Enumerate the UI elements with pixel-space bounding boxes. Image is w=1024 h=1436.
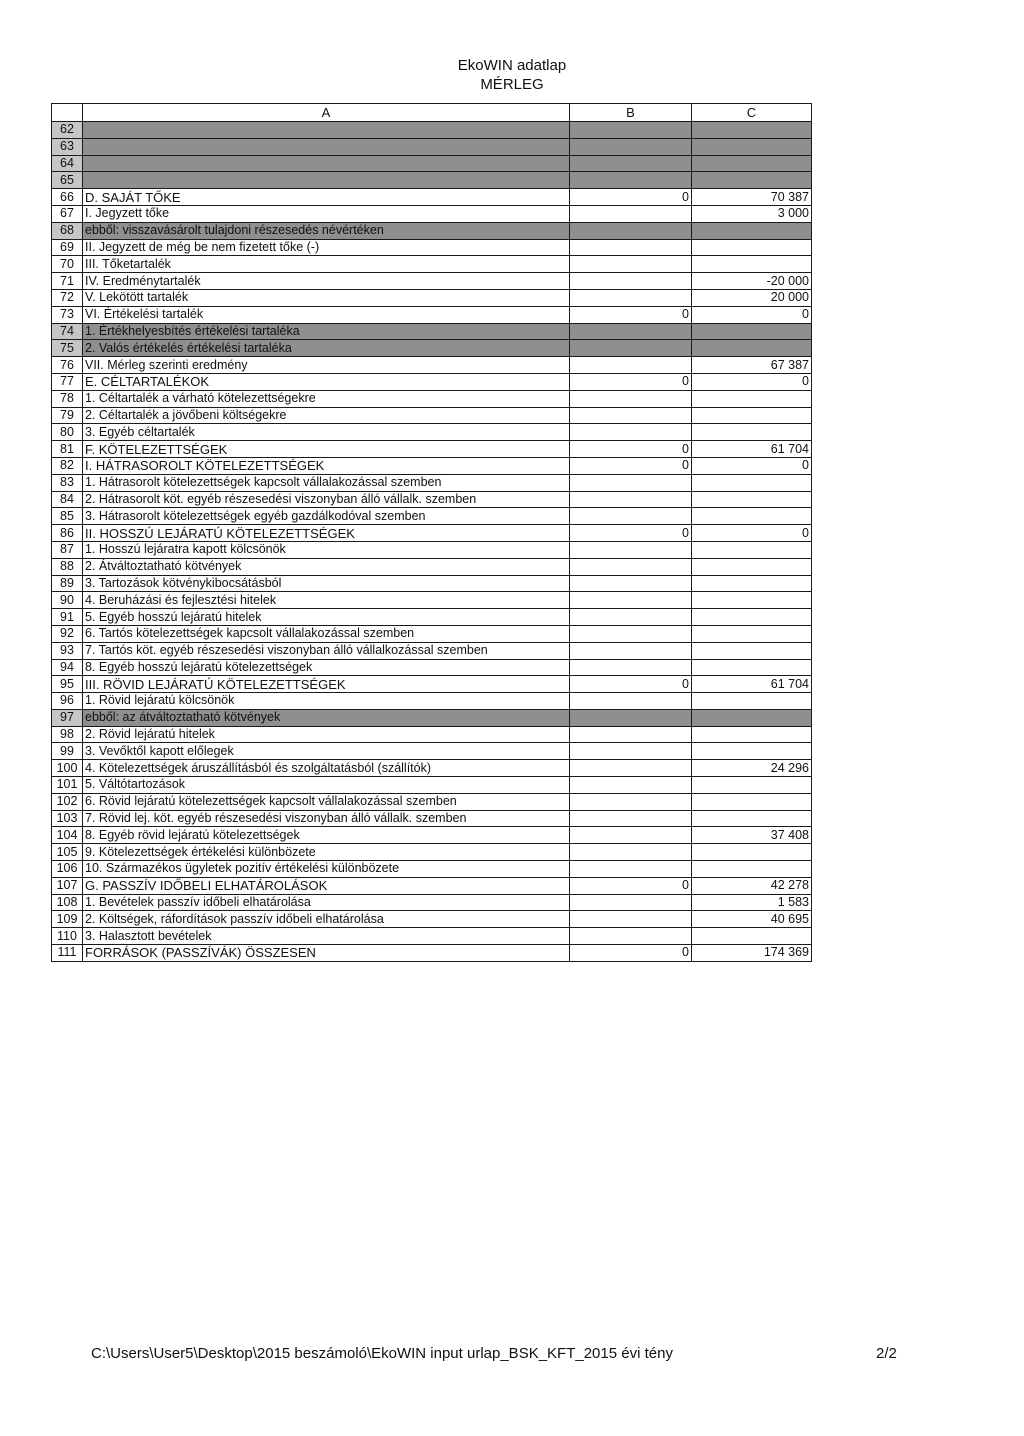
value-c <box>692 592 812 609</box>
table-row <box>52 625 812 642</box>
value-b <box>570 743 692 760</box>
value-b <box>570 323 692 340</box>
balance-sheet-table <box>51 103 812 962</box>
row-label: 8. Egyéb rövid lejáratú kötelezettségek <box>83 827 570 844</box>
row-label: III. Tőketartalék <box>83 256 570 273</box>
row-number: 97 <box>52 709 83 726</box>
row-label: 2. Valós értékelés értékelési tartaléka <box>83 340 570 357</box>
row-number: 81 <box>52 441 83 458</box>
value-b: 0 <box>570 877 692 894</box>
value-b: 0 <box>570 373 692 390</box>
table-row <box>52 877 812 894</box>
table-row <box>52 508 812 525</box>
value-c: 0 <box>692 457 812 474</box>
row-number: 73 <box>52 306 83 323</box>
row-label: I. Jegyzett tőke <box>83 205 570 222</box>
table-row <box>52 289 812 306</box>
value-c <box>692 541 812 558</box>
table-row <box>52 373 812 390</box>
value-c <box>692 155 812 172</box>
row-number: 107 <box>52 877 83 894</box>
value-b <box>570 777 692 794</box>
row-label: 3. Vevőktől kapott előlegek <box>83 743 570 760</box>
value-c: 61 704 <box>692 441 812 458</box>
row-label: V. Lekötött tartalék <box>83 289 570 306</box>
table-row <box>52 155 812 172</box>
row-label: E. CÉLTARTALÉKOK <box>83 373 570 390</box>
value-b <box>570 239 692 256</box>
row-number: 108 <box>52 894 83 911</box>
value-c: 3 000 <box>692 205 812 222</box>
table-row <box>52 743 812 760</box>
value-c: 70 387 <box>692 189 812 206</box>
value-c <box>692 709 812 726</box>
value-b <box>570 861 692 878</box>
row-number: 85 <box>52 508 83 525</box>
row-number: 101 <box>52 777 83 794</box>
value-b <box>570 592 692 609</box>
table-row <box>52 172 812 189</box>
value-b: 0 <box>570 189 692 206</box>
value-c <box>692 810 812 827</box>
row-label: 7. Rövid lej. köt. egyéb részesedési viszonyban álló vállalk. szemben <box>83 810 570 827</box>
table-row <box>52 541 812 558</box>
row-number: 111 <box>52 945 83 962</box>
value-b <box>570 760 692 777</box>
row-number: 68 <box>52 222 83 239</box>
row-number: 103 <box>52 810 83 827</box>
row-number: 66 <box>52 189 83 206</box>
value-b <box>570 844 692 861</box>
table-row <box>52 575 812 592</box>
value-c <box>692 138 812 155</box>
row-number: 62 <box>52 122 83 139</box>
row-number: 64 <box>52 155 83 172</box>
table-row <box>52 558 812 575</box>
row-number: 83 <box>52 474 83 491</box>
row-label: 9. Kötelezettségek értékelési különbözete <box>83 844 570 861</box>
row-label: 1. Hátrasorolt kötelezettségek kapcsolt vállalakozással szemben <box>83 474 570 491</box>
value-c <box>692 222 812 239</box>
value-b <box>570 558 692 575</box>
table-row <box>52 340 812 357</box>
table-row <box>52 357 812 374</box>
value-c <box>692 575 812 592</box>
row-number: 72 <box>52 289 83 306</box>
row-number: 88 <box>52 558 83 575</box>
value-c <box>692 407 812 424</box>
value-c: -20 000 <box>692 273 812 290</box>
value-b: 0 <box>570 945 692 962</box>
value-c: 37 408 <box>692 827 812 844</box>
footer-file-path: C:\Users\User5\Desktop\2015 beszámoló\EkoWIN input urlap_BSK_KFT_2015 évi tény <box>91 1345 673 1362</box>
row-label: VI. Értékelési tartalék <box>83 306 570 323</box>
row-label: 1. Céltartalék a várható kötelezettségekre <box>83 390 570 407</box>
value-b <box>570 122 692 139</box>
row-label <box>83 155 570 172</box>
value-c <box>692 861 812 878</box>
table-row <box>52 390 812 407</box>
row-label: D. SAJÁT TŐKE <box>83 189 570 206</box>
value-c <box>692 793 812 810</box>
value-b <box>570 609 692 626</box>
table-row <box>52 474 812 491</box>
row-label: II. Jegyzett de még be nem fizetett tőke (-) <box>83 239 570 256</box>
row-label: 3. Halasztott bevételek <box>83 928 570 945</box>
row-label: 6. Tartós kötelezettségek kapcsolt vállalakozással szemben <box>83 625 570 642</box>
table-row <box>52 659 812 676</box>
value-c <box>692 340 812 357</box>
row-label: 1. Bevételek passzív időbeli elhatárolása <box>83 894 570 911</box>
row-number: 79 <box>52 407 83 424</box>
value-b <box>570 709 692 726</box>
table-row <box>52 827 812 844</box>
row-number: 84 <box>52 491 83 508</box>
value-b <box>570 172 692 189</box>
row-number: 99 <box>52 743 83 760</box>
value-c <box>692 323 812 340</box>
value-c <box>692 256 812 273</box>
value-c: 20 000 <box>692 289 812 306</box>
row-number: 75 <box>52 340 83 357</box>
value-b <box>570 424 692 441</box>
row-number: 102 <box>52 793 83 810</box>
row-number: 89 <box>52 575 83 592</box>
value-c <box>692 693 812 710</box>
table-row <box>52 323 812 340</box>
value-c <box>692 491 812 508</box>
row-number: 94 <box>52 659 83 676</box>
row-number: 104 <box>52 827 83 844</box>
row-number: 110 <box>52 928 83 945</box>
row-label: 6. Rövid lejáratú kötelezettségek kapcsolt vállalakozással szemben <box>83 793 570 810</box>
row-number: 82 <box>52 457 83 474</box>
value-b <box>570 541 692 558</box>
row-label <box>83 172 570 189</box>
value-b: 0 <box>570 525 692 542</box>
value-c: 67 387 <box>692 357 812 374</box>
value-b <box>570 205 692 222</box>
value-c <box>692 390 812 407</box>
value-b <box>570 289 692 306</box>
value-b <box>570 810 692 827</box>
row-number: 92 <box>52 625 83 642</box>
value-c <box>692 474 812 491</box>
value-c: 0 <box>692 306 812 323</box>
value-c <box>692 726 812 743</box>
table-row <box>52 189 812 206</box>
row-label: 2. Rövid lejáratú hitelek <box>83 726 570 743</box>
table-row <box>52 592 812 609</box>
row-number: 95 <box>52 676 83 693</box>
table-row <box>52 306 812 323</box>
table-row <box>52 122 812 139</box>
row-label: 1. Hosszú lejáratra kapott kölcsönök <box>83 541 570 558</box>
table-row <box>52 676 812 693</box>
row-number: 76 <box>52 357 83 374</box>
value-c <box>692 172 812 189</box>
table-row <box>52 642 812 659</box>
value-c <box>692 777 812 794</box>
row-label: G. PASSZÍV IDŐBELI ELHATÁROLÁSOK <box>83 877 570 894</box>
value-c: 1 583 <box>692 894 812 911</box>
value-c <box>692 928 812 945</box>
row-number: 86 <box>52 525 83 542</box>
value-b: 0 <box>570 676 692 693</box>
value-b <box>570 390 692 407</box>
value-c <box>692 239 812 256</box>
row-number: 87 <box>52 541 83 558</box>
value-c <box>692 625 812 642</box>
value-c: 174 369 <box>692 945 812 962</box>
value-c: 0 <box>692 525 812 542</box>
row-number: 105 <box>52 844 83 861</box>
row-number: 100 <box>52 760 83 777</box>
row-label: ebből: visszavásárolt tulajdoni részesedés névértéken <box>83 222 570 239</box>
value-b <box>570 659 692 676</box>
row-label <box>83 138 570 155</box>
value-c: 24 296 <box>692 760 812 777</box>
value-b <box>570 625 692 642</box>
table-row <box>52 726 812 743</box>
row-label: 3. Hátrasorolt kötelezettségek egyéb gazdálkodóval szemben <box>83 508 570 525</box>
table-row <box>52 844 812 861</box>
value-c <box>692 743 812 760</box>
value-b: 0 <box>570 457 692 474</box>
table-row <box>52 945 812 962</box>
row-number: 69 <box>52 239 83 256</box>
row-number: 63 <box>52 138 83 155</box>
row-label: 1. Rövid lejáratú kölcsönök <box>83 693 570 710</box>
table-row <box>52 239 812 256</box>
row-number: 77 <box>52 373 83 390</box>
table-row <box>52 760 812 777</box>
value-b <box>570 491 692 508</box>
value-c: 40 695 <box>692 911 812 928</box>
row-label: 8. Egyéb hosszú lejáratú kötelezettségek <box>83 659 570 676</box>
table-row <box>52 693 812 710</box>
table-row <box>52 709 812 726</box>
value-b: 0 <box>570 306 692 323</box>
table-row <box>52 810 812 827</box>
value-c <box>692 122 812 139</box>
row-label: 10. Származékos ügyletek pozitív értékelési különbözete <box>83 861 570 878</box>
column-header-b: B <box>570 104 692 122</box>
value-b <box>570 508 692 525</box>
table-row <box>52 222 812 239</box>
value-b <box>570 273 692 290</box>
row-label: III. RÖVID LEJÁRATÚ KÖTELEZETTSÉGEK <box>83 676 570 693</box>
row-number: 74 <box>52 323 83 340</box>
table-row <box>52 256 812 273</box>
table-row <box>52 407 812 424</box>
row-number: 106 <box>52 861 83 878</box>
value-b <box>570 928 692 945</box>
row-label: II. HOSSZÚ LEJÁRATÚ KÖTELEZETTSÉGEK <box>83 525 570 542</box>
value-c <box>692 558 812 575</box>
row-number: 67 <box>52 205 83 222</box>
value-b <box>570 575 692 592</box>
row-number: 91 <box>52 609 83 626</box>
value-c: 0 <box>692 373 812 390</box>
table-row <box>52 911 812 928</box>
value-b <box>570 340 692 357</box>
table-row <box>52 928 812 945</box>
row-label: 2. Költségek, ráfordítások passzív időbeli elhatárolása <box>83 911 570 928</box>
value-b <box>570 642 692 659</box>
value-b <box>570 407 692 424</box>
value-b: 0 <box>570 441 692 458</box>
row-label: ebből: az átváltoztatható kötvények <box>83 709 570 726</box>
value-b <box>570 911 692 928</box>
row-number: 70 <box>52 256 83 273</box>
document-subtitle: MÉRLEG <box>480 76 544 93</box>
row-label: 4. Beruházási és fejlesztési hitelek <box>83 592 570 609</box>
value-b <box>570 222 692 239</box>
value-b <box>570 894 692 911</box>
table-row <box>52 609 812 626</box>
value-b <box>570 726 692 743</box>
table-row <box>52 491 812 508</box>
row-label: IV. Eredménytartalék <box>83 273 570 290</box>
table-row <box>52 441 812 458</box>
table-row <box>52 525 812 542</box>
column-header-c: C <box>692 104 812 122</box>
value-c <box>692 609 812 626</box>
value-b <box>570 827 692 844</box>
row-label: 3. Egyéb céltartalék <box>83 424 570 441</box>
column-header-rownum <box>52 104 83 122</box>
row-label: 2. Hátrasorolt köt. egyéb részesedési viszonyban álló vállalk. szemben <box>83 491 570 508</box>
row-label: VII. Mérleg szerinti eredmény <box>83 357 570 374</box>
row-number: 98 <box>52 726 83 743</box>
value-c <box>692 424 812 441</box>
row-label: 2. Átváltoztatható kötvények <box>83 558 570 575</box>
table-row <box>52 861 812 878</box>
value-b <box>570 474 692 491</box>
column-header-a: A <box>83 104 570 122</box>
row-label: FORRÁSOK (PASSZÍVÁK) ÖSSZESEN <box>83 945 570 962</box>
table-row <box>52 273 812 290</box>
row-label: 1. Értékhelyesbítés értékelési tartaléka <box>83 323 570 340</box>
value-c <box>692 642 812 659</box>
row-label <box>83 122 570 139</box>
row-label: 3. Tartozások kötvénykibocsátásból <box>83 575 570 592</box>
row-label: I. HÁTRASOROLT KÖTELEZETTSÉGEK <box>83 457 570 474</box>
row-label: 2. Céltartalék a jövőbeni költségekre <box>83 407 570 424</box>
value-c: 61 704 <box>692 676 812 693</box>
table-row <box>52 777 812 794</box>
row-label: 5. Váltótartozások <box>83 777 570 794</box>
row-number: 78 <box>52 390 83 407</box>
row-label: 4. Kötelezettségek áruszállításból és szolgáltatásból (szállítók) <box>83 760 570 777</box>
value-c <box>692 508 812 525</box>
table-row <box>52 424 812 441</box>
document-title: EkoWIN adatlap <box>457 57 567 74</box>
table-row <box>52 205 812 222</box>
row-number: 80 <box>52 424 83 441</box>
value-c <box>692 659 812 676</box>
value-c: 42 278 <box>692 877 812 894</box>
table-row <box>52 138 812 155</box>
row-number: 65 <box>52 172 83 189</box>
value-b <box>570 138 692 155</box>
row-label: 5. Egyéb hosszú lejáratú hitelek <box>83 609 570 626</box>
table-row <box>52 894 812 911</box>
row-number: 90 <box>52 592 83 609</box>
column-header-row <box>52 104 812 122</box>
value-b <box>570 793 692 810</box>
table-row <box>52 793 812 810</box>
row-label: 7. Tartós köt. egyéb részesedési viszonyban álló vállalkozással szemben <box>83 642 570 659</box>
footer-page-number: 2/2 <box>876 1345 897 1362</box>
row-number: 96 <box>52 693 83 710</box>
table-row <box>52 457 812 474</box>
row-number: 93 <box>52 642 83 659</box>
value-b <box>570 357 692 374</box>
value-b <box>570 155 692 172</box>
value-c <box>692 844 812 861</box>
row-label: F. KÖTELEZETTSÉGEK <box>83 441 570 458</box>
row-number: 71 <box>52 273 83 290</box>
row-number: 109 <box>52 911 83 928</box>
value-b <box>570 256 692 273</box>
value-b <box>570 693 692 710</box>
